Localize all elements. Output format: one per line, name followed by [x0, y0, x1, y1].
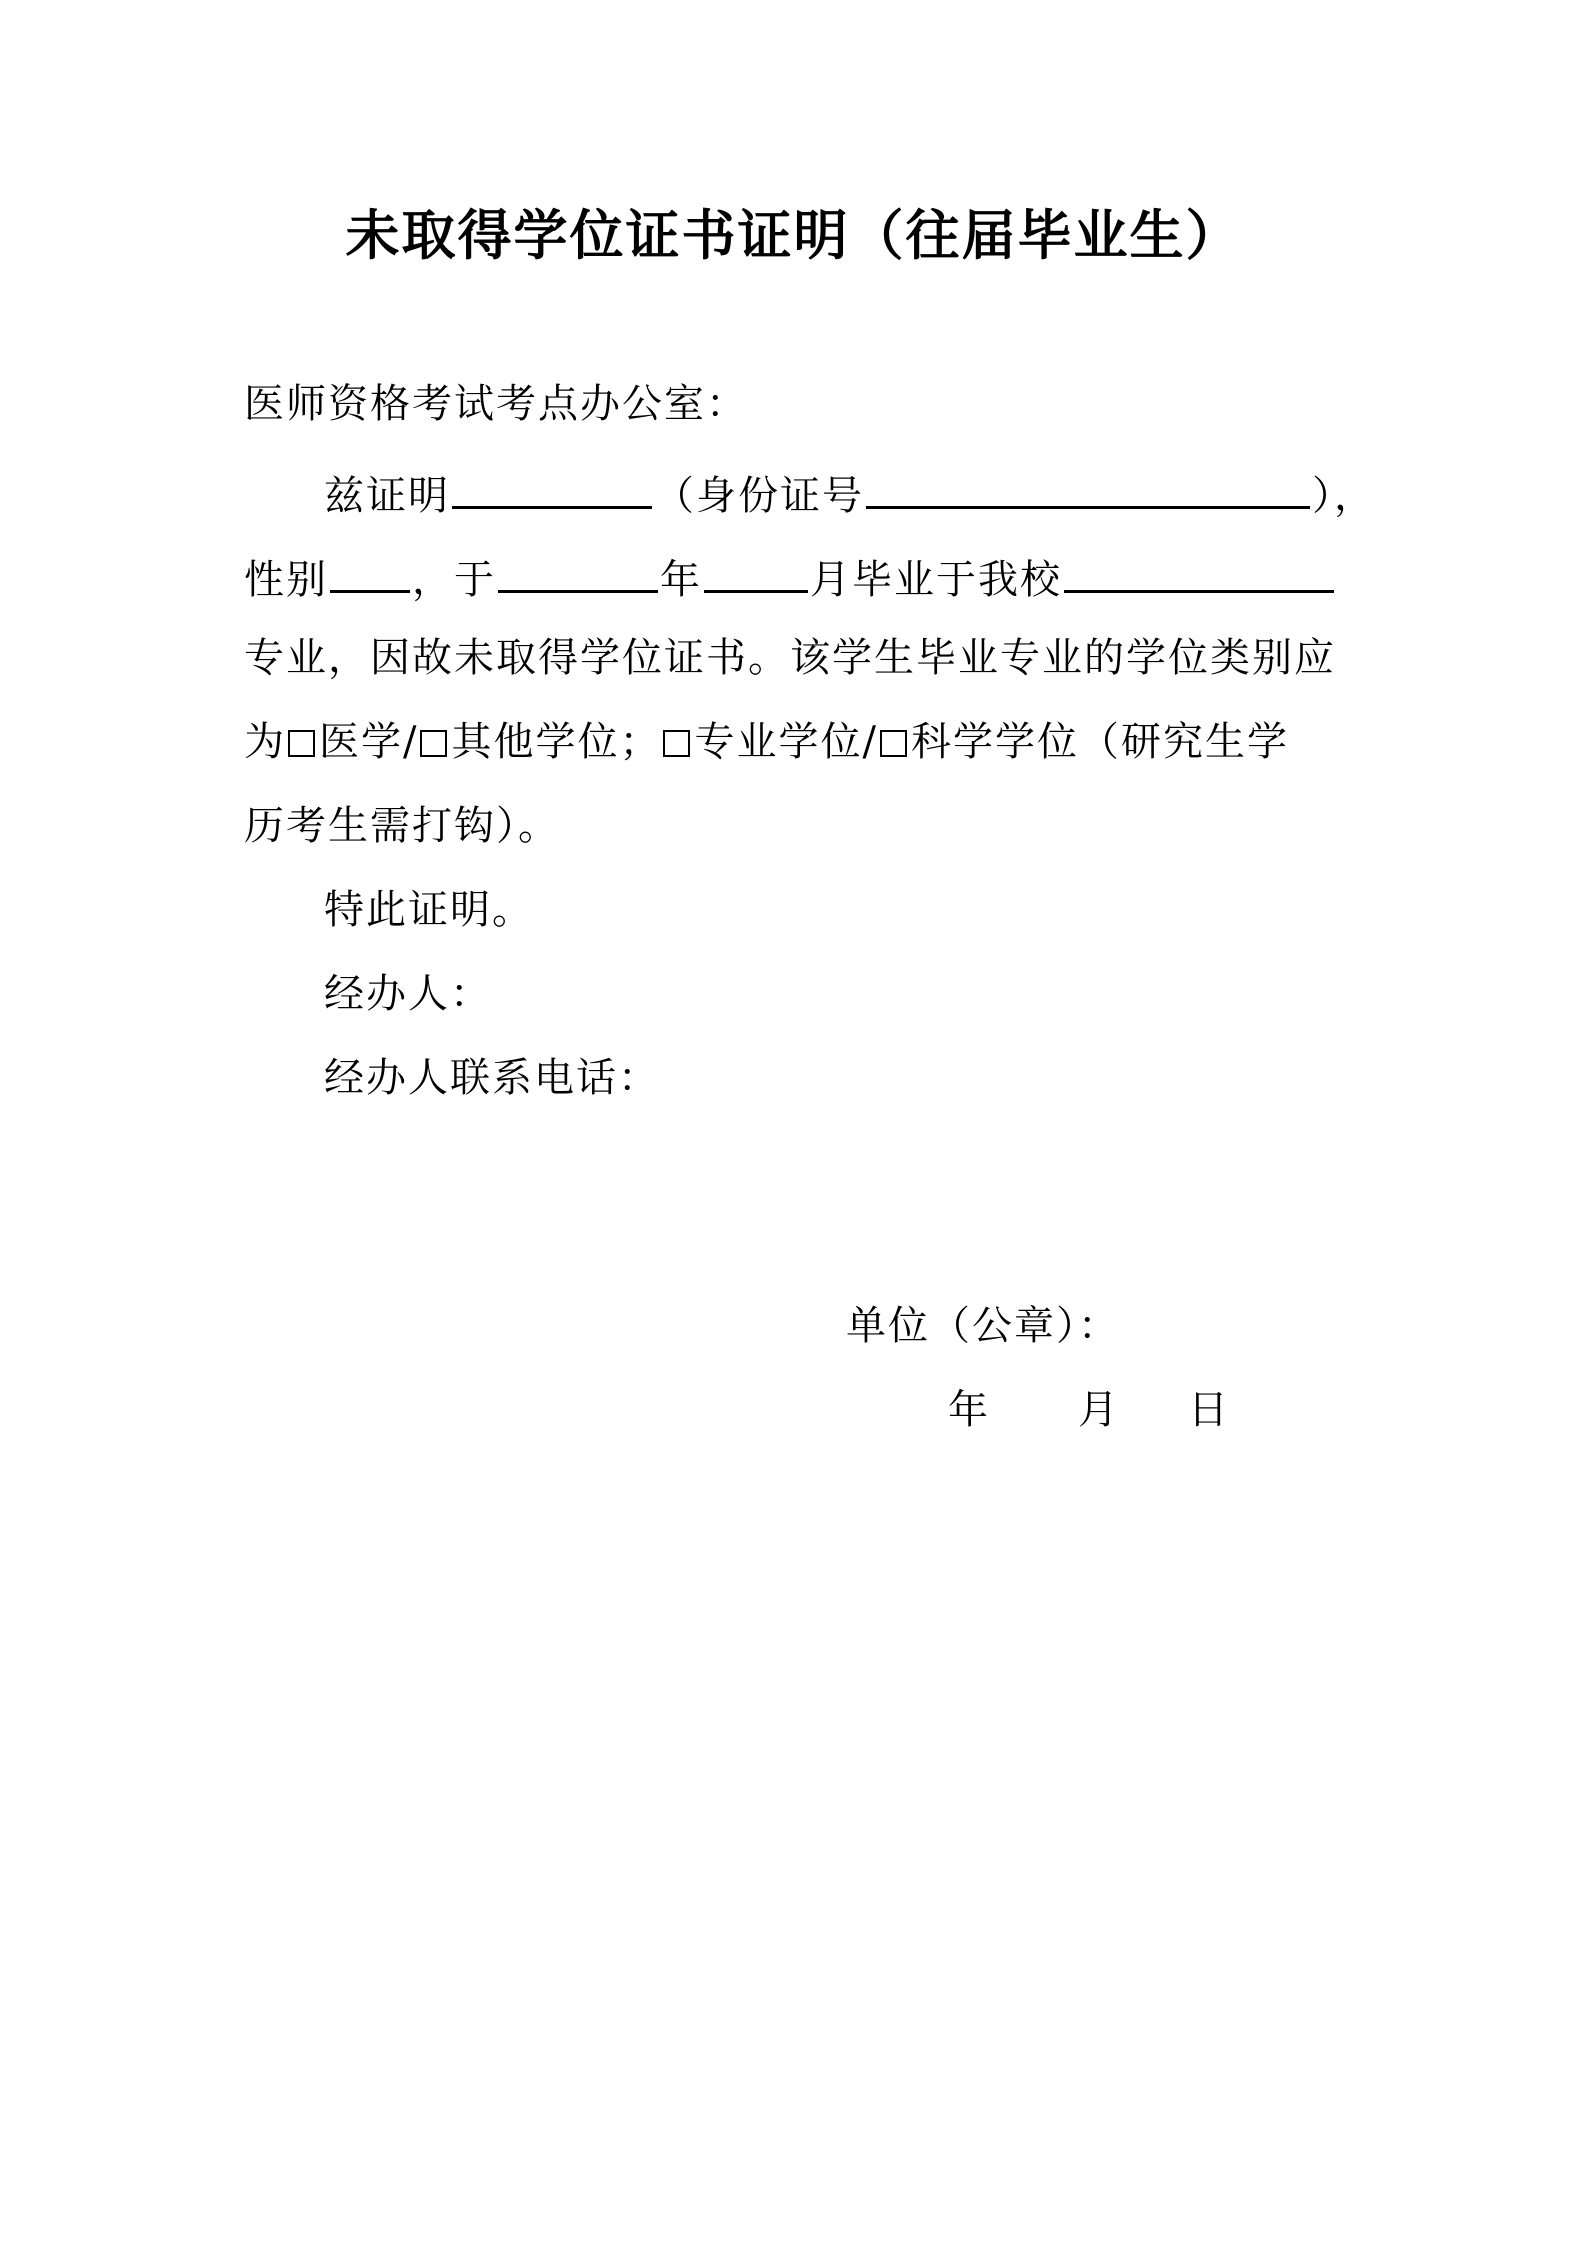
unit-seal-label: 单位（公章）：: [846, 1303, 1120, 1349]
addressee: 医师资格考试考点办公室：: [244, 381, 748, 427]
academic-degree-checkbox[interactable]: [880, 730, 907, 757]
closing-statement: 特此证明。: [324, 887, 534, 933]
handler-phone-label: 经办人联系电话：: [324, 1055, 660, 1101]
certify-line-1: [324, 462, 1376, 524]
id-number-label: （身份证号: [654, 473, 864, 519]
year-label: 年: [660, 557, 702, 603]
certify-line-5: 历考生需打钩）。: [244, 803, 560, 849]
certify-line-4: [244, 714, 1289, 770]
certify-line-3: 专业，因故未取得学位证书。该学生毕业专业的学位类别应: [244, 635, 1336, 681]
certify-text: 兹证明: [324, 473, 450, 519]
gender-blank[interactable]: [330, 546, 410, 593]
month-school-label: 月毕业于我校: [810, 557, 1062, 603]
graduation-year-blank[interactable]: [498, 546, 658, 593]
medical-degree-label: 医学/: [319, 719, 419, 765]
major-blank[interactable]: [1064, 546, 1334, 593]
certify-line-2: [244, 546, 1336, 608]
other-degree-checkbox[interactable]: [420, 730, 447, 757]
graduation-month-blank[interactable]: [704, 546, 808, 593]
handler-label: 经办人：: [324, 971, 492, 1017]
graduation-in-label: ，于: [412, 557, 496, 603]
other-degree-label: 其他学位；: [451, 719, 662, 765]
closing-paren: ），: [1312, 473, 1376, 519]
date-year-label: 年: [948, 1387, 990, 1433]
name-blank[interactable]: [452, 462, 652, 509]
medical-degree-checkbox[interactable]: [288, 730, 315, 757]
gender-label: 性别: [244, 557, 328, 603]
professional-degree-label: 专业学位/: [694, 719, 878, 765]
date-month-label: 月: [1078, 1387, 1120, 1433]
id-number-blank[interactable]: [866, 462, 1310, 509]
academic-degree-label: 科学学位（研究生学: [910, 719, 1289, 765]
degree-type-prefix: 为: [244, 719, 286, 765]
date-day-label: 日: [1188, 1387, 1230, 1433]
professional-degree-checkbox[interactable]: [663, 730, 690, 757]
document-title: 未取得学位证书证明（往届毕业生）: [345, 203, 1242, 267]
